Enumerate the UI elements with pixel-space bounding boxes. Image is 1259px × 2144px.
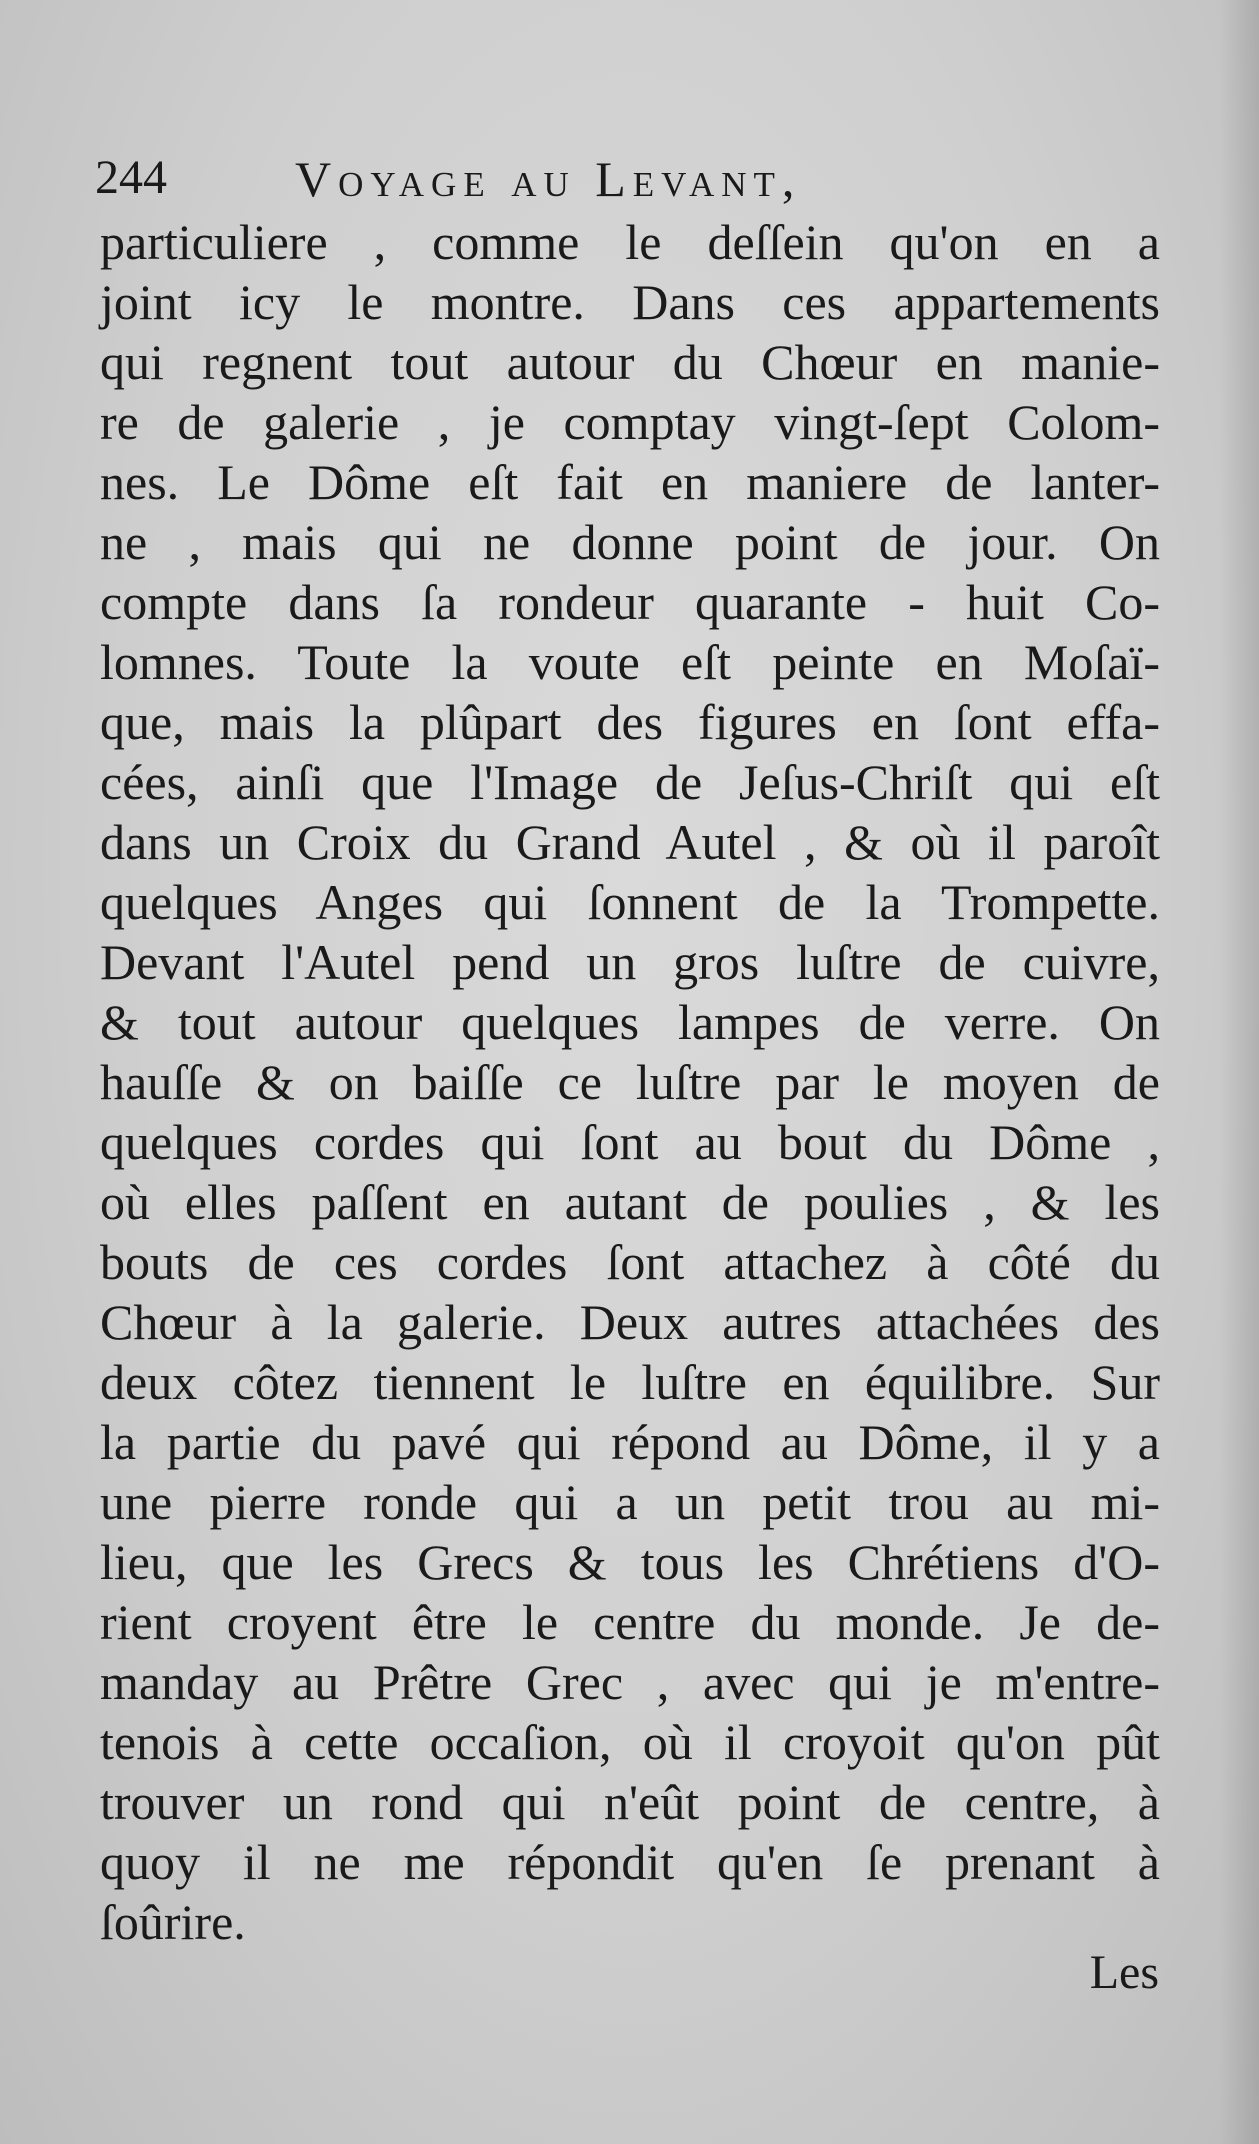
text-line: bouts de ces cordes ſont attachez à côté du: [100, 1234, 1160, 1290]
text-line: deux côtez tiennent le luſtre en équilibre. Sur: [100, 1354, 1160, 1410]
running-title: Voyage au Levant,: [295, 151, 802, 207]
text-line: joint icy le montre. Dans ces appartements: [100, 274, 1160, 330]
text-line: particuliere , comme le deſſein qu'on en a: [100, 214, 1160, 270]
text-line: où elles paſſent en autant de poulies , & les: [100, 1174, 1160, 1230]
text-line: la partie du pavé qui répond au Dôme, il y a: [100, 1414, 1160, 1470]
text-line: manday au Prêtre Grec , avec qui je m'entre-: [100, 1654, 1160, 1710]
text-line: Devant l'Autel pend un gros luſtre de cuivre,: [100, 934, 1160, 990]
text-line: tenois à cette occaſion, où il croyoit qu'on pût: [100, 1714, 1160, 1770]
running-head: [95, 150, 1195, 220]
text-line: trouver un rond qui n'eût point de centre, à: [100, 1774, 1160, 1830]
text-line: compte dans ſa rondeur quarante - huit Co-: [100, 574, 1160, 630]
text-line: qui regnent tout autour du Chœur en manie-: [100, 334, 1160, 390]
text-line: & tout autour quelques lampes de verre. On: [100, 994, 1160, 1050]
text-line: cées, ainſi que l'Image de Jeſus-Chriſt qui eſt: [100, 754, 1160, 810]
text-line: re de galerie , je comptay vingt-ſept Colom-: [100, 394, 1160, 450]
text-line: quelques Anges qui ſonnent de la Trompette.: [100, 874, 1160, 930]
page-number: 244: [95, 151, 167, 204]
text-line: que, mais la plûpart des figures en ſont effa-: [100, 694, 1160, 750]
text-line: rient croyent être le centre du monde. Je de-: [100, 1594, 1160, 1650]
body-text: [100, 212, 1160, 1952]
text-line: lomnes. Toute la voute eſt peinte en Moſaï-: [100, 634, 1160, 690]
text-line: dans un Croix du Grand Autel , & où il paroît: [100, 814, 1160, 870]
text-line: ſoûrire.: [100, 1894, 246, 1950]
text-line: Chœur à la galerie. Deux autres attachées des: [100, 1294, 1160, 1350]
page-edge-shadow: [1219, 0, 1259, 2144]
text-line: quoy il ne me répondit qu'en ſe prenant à: [100, 1834, 1160, 1890]
text-line: quelques cordes qui ſont au bout du Dôme ,: [100, 1114, 1160, 1170]
text-line: une pierre ronde qui a un petit trou au mi-: [100, 1474, 1160, 1530]
text-line: ne , mais qui ne donne point de jour. On: [100, 514, 1160, 570]
catchword: Les: [1089, 1946, 1159, 1999]
text-line: lieu, que les Grecs & tous les Chrétiens d'O-: [100, 1534, 1160, 1590]
text-line: nes. Le Dôme eſt fait en maniere de lanter-: [100, 454, 1160, 510]
text-line: hauſſe & on baiſſe ce luſtre par le moyen de: [100, 1054, 1160, 1110]
